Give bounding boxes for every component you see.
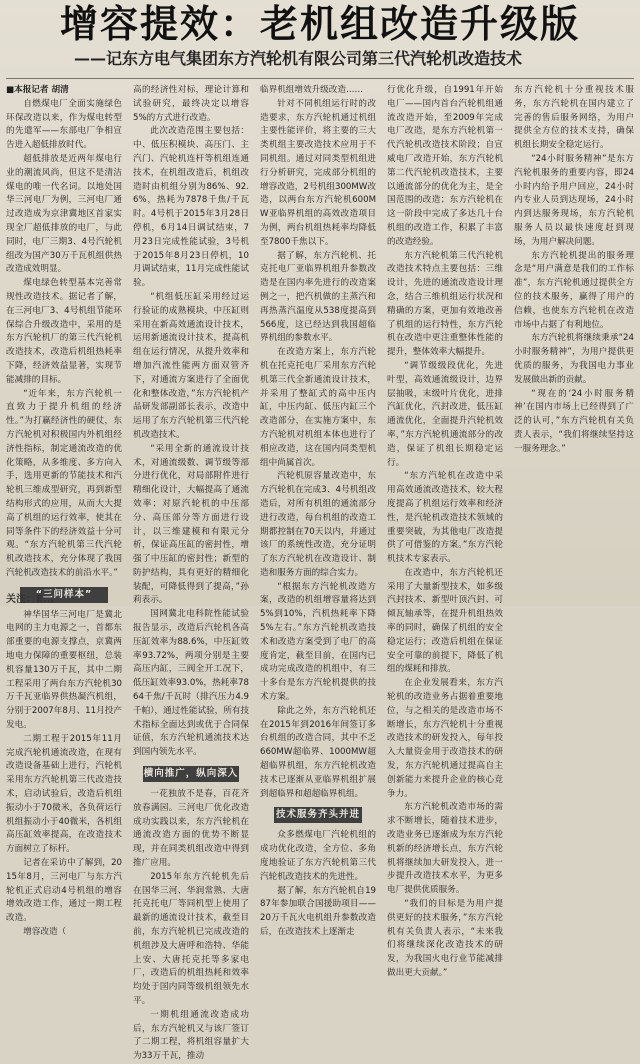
footer-snippet: 关注：E... [6, 594, 55, 605]
page-subheadline: ——记东方电气集团东方汽轮机有限公司第三代汽轮机改造技术 [74, 49, 523, 68]
paragraph: 2015年东方汽轮机先后在国华三河、华润常熟、大唐托克托电厂等同机型上使用了最新的通流设计技术，截至目前，东方汽轮机已完成改造的机组涉及大唐呼和浩特、华能上安、大唐托克托等多家电厂，改造后的机组热耗和效率均处于国内同等级机组领先水平。 [133, 871, 249, 1006]
paragraph: 据了解，东方汽轮机、托克托电厂亚临界机组升参数改造是在国内率先进行的改造案例之一，把汽机做的主蒸汽和再热蒸汽温度从538度提高到566度，这已经达到我国超临界机组的参数水平。 [260, 250, 376, 344]
paragraph: 神华国华三河电厂是冀北电网的主力电源之一，首都东部重要的电源支撑点，京冀两地电力保障的重要枢纽，总装机容量130万千瓦，其中二期工程采用了两台东方汽轮机30万千瓦亚临界供热凝汽机组，分别于2007年8月、11月投产发电。 [6, 609, 122, 731]
paragraph: 众多燃煤电厂汽轮机组的成功优化改造，全方位、多角度地验证了东方汽轮机第三代汽轮机改造技术的先进性。 [260, 830, 376, 882]
paragraph: 一花独放不是春，百花齐放春满园。三河电厂优化改造成功实践以来，东方汽轮机在通流改造方面的优势不断显现，并在同类机组改造中得到推广应用。 [133, 789, 249, 869]
paragraph: 增容改造（ [23, 927, 67, 938]
paragraph: 国网冀北电科院性能试验报告显示，改造后汽轮机各高压缸效率为88.6%，中压缸效率93.72%，两项分别是主要高压内缸，三阀全开工况下，低压缸效率93.0%，热耗率7864千焦/千瓦时（排汽压力4.9千帕），通过性能试验，所有技术指标全面达到或优于合同保证值，东方汽轮机通流技术达到国内领先水平。 [133, 609, 250, 758]
paragraph: “采用全新的通流设计技术，对通流级数、调节级等部分进行优化，对局部附件进行精细化设计，大幅提高了通流效率；对原汽轮机的中压部分、高压部分等方面进行设计，以三维建模和有限元分析，保证高压缸的密封性，增强了中压缸的密封性；新型的防护结构，具有更好的精细化装配，可降低得到了提高，”孙莉表示。 [133, 443, 249, 606]
paragraph: 二期工程于2015年11月完成汽轮机通流改造，在现有改造设备基础上进行，汽轮机采用东方汽轮机第三代改造技术，启动试验后，改造后机组振动小于70微米，各负荷运行机组振动小于40微米，各机组高压缸效率提高，在改造技术方面树立了标杆。 [6, 733, 122, 855]
paragraph: “调节级级段优化，先进叶型，高效通流级设计，边界层抽吸，末级叶片优化，进排汽缸优化，汽封改进，低压缸通流优化，全面提升汽轮机效率，”东方汽轮机通流部分的改造，保证了机组长期稳定运行。 [387, 360, 503, 468]
paragraph: 汽轮机原容量改造中，东方汽轮机在完成3、4号机组改造后，对所有机组的通流部分进行改造，每台机组的改造工期都控制在70天以内，并通过该厂的系统性改造，充分证明了东方汽轮机在改造设计、制造和服务方面的综合实力。 [260, 471, 376, 578]
paragraph: 超低排放是近两年煤电行业的潮流风尚，但这不是清洁煤电的唯一代名词。以地处国华三河电厂为例，三河电厂通过改造成为京津冀地区首家实现全厂超低排放的电厂，与此同时，电厂三期3、4号汽轮机组改为国产30万千瓦机组供热改造成效明显。 [6, 153, 122, 275]
article-column-3 [260, 84, 376, 938]
article-column-5 [514, 84, 634, 604]
paragraph: 在改造方案上，东方汽轮机在托克托电厂采用东方汽轮机第三代全新通流设计技术，并采用了整缸式的高中压内缸，中压内缸、低压内缸三个改造部分，在实施方案中，东方汽轮机对机组本体也进行了相应改造，这在国内同类型机组中尚属首次。 [260, 347, 376, 468]
paragraph: 东方汽轮机将继续秉承“24小时服务精神”，为用户提供更优质的服务，为我国电力事业发展做出新的贡献。 [514, 333, 634, 385]
paragraph: “机组低压缸采用经过运行验证的成熟模块，中压缸则采用在新高效通流设计技术，运用新通流设计技术，提高机组在运行情况，从提升效率和增加汽流性能两方面双管齐下，对通流方案进行了全面优化和整体改造，”东方汽轮机产品研发部副部长表示，改造中运用了东方汽轮机第三代汽轮机改造技术。 [133, 291, 249, 440]
article-column-1 [6, 84, 122, 938]
paragraph: 此次改造范围主要包括：中、低压积模块、高压门、主汽门、汽轮机连杆等机组连通技术，在机组改造后，机组改造时由机组分别为86%、92.6%，热耗为7878千焦/千瓦时。4号机于2015年3月28日停机，6月14日调试结束，7月23日完成性能试验，3号机于2015年8月23日停机，10月调试结束，11月完成性能试验。 [133, 126, 249, 289]
paragraph: 行优化升级，自1991年开始电厂——国内首台汽轮机组通流改造开始，至2009年完成电厂改造，是东方汽轮机第一代汽轮机改造技术阶段；自宣威电厂改造开始，东方汽轮机第二代汽轮机改造技术，主要以通流部分的优化为主，是全国范围的改造；东方汽轮机在这一阶段中完成了多达几十台机组的改造工作，积累了丰富的改造经验。 [387, 85, 503, 247]
paragraph: 据了解，东方汽轮机自1987年参加联合国援助项目——20万千瓦火电机组升参数改造后，在改造技术上逐渐走 [260, 885, 376, 938]
paragraph: 在改造中，东方汽轮机还采用了大量新型技术，如多级汽封技术、新型叶顶汽封、可倾瓦轴承等，在提升机组热效率的同时，确保了机组的安全稳定运行；改造后机组在保证安全可靠的前提下，降低了机组的煤耗和排放。 [387, 567, 503, 675]
article-column-2 [133, 84, 250, 1062]
paragraph: 除此之外，东方汽轮机还在2015年到2016年间签订多台机组的改造合同，其中不乏660MW超临界、1000MW超超临界机组，东方汽轮机改造技术已逐渐从亚临界机组扩展到超临界和超超临界机组。 [260, 705, 376, 799]
paragraph: “现在的‘24小时服务精神’在国内市场上已经得到了广泛的认可，”东方汽轮机有关负责人表示，“我们将继续坚持这一服务理念。” [514, 388, 634, 454]
article-column-4 [387, 84, 503, 978]
paragraph: “24小时服务精神”是东方汽轮机服务的重要内容，即24小时内给予用户回应，24小时内专业人员到达现场，24小时内到达服务现场，东方汽轮机服务人员以最快速度赶到现场，为用户解决问题。 [514, 153, 634, 247]
paragraph: “东方汽轮机在改造中采用高效通流改造技术，较大程度提高了机组运行效率和经济性，是汽轮机改造技术领域的重要突破，为其他电厂改造提供了可借鉴的方案。”东方汽轮机技术专家表示。 [387, 471, 503, 565]
section-heading: 技术服务齐头并进 [274, 807, 362, 823]
page-headline: 增容提效：老机组改造升级版 [59, 2, 580, 46]
section-heading: 横向推广，纵向深入 [143, 766, 239, 782]
paragraph: “根据东方汽轮机改造方案，改造的机组增容量将达到5%到10%，汽机热耗率下降5%左右。”东方汽轮机改造技术和改造方案受到了电厂的高度肯定，截至目前，在国内已成功完成改造的机组中，有三十多台是东方汽轮机提供的技术方案。 [260, 581, 376, 703]
byline: ■本报记者 胡清 [6, 85, 69, 95]
section-heading: “三问样本” [20, 587, 108, 603]
paragraph: 在企业发展看来，东方汽轮机的改造业务占据着重要地位，与之相关的是改造市场不断增长，东方汽轮机十分重视改造技术的研发投入，每年投入大量资金用于改造技术的研发，东方汽轮机通过提高自主创新能力来提升企业的核心竞争力。 [387, 678, 503, 799]
paragraph: 东方汽轮机十分重视技术服务，东方汽轮机在国内建立了完善的售后服务网络，为用户提供全方位的技术支持，确保机组长期安全稳定运行。 [514, 85, 634, 151]
paragraph: 一期机组通流改造成功后，东方汽轮机又与该厂签订了二期工程，将机组容量扩大为33万千瓦，推动 [133, 1009, 249, 1062]
paragraph: 东方汽轮机第三代汽轮机改造技术特点主要包括：三维设计，先进的通流改造设计理念，结合三维机组运行状况和精确的方案，更加有效地改善了机组的运行特性，东方汽轮机在改造中更注重整体性能的提升，整体效率大幅提升。 [387, 250, 503, 358]
paragraph: 自燃煤电厂全面实施绿色环保改造以来，作为煤电转型的先遣军——东部电厂争相宣告进入超低排放时代。 [6, 98, 122, 151]
paragraph: 针对不同机组运行时的改造要求，东方汽轮机通过机组主要性能评价，将主要的三大类机组主要改造技术应用于不同机组。通过对同类型机组进行分析研究，完成部分机组的增容改造，2号机组300MW改造，以两台东方汽轮机600MW亚临界机组的高效改造项目为例，两台机组热耗率均降低至7800千焦以下。 [260, 98, 376, 247]
paragraph: 东方汽轮机提出的服务理念是“用户满意是我们的工作标准”，东方汽轮机通过提供全方位的技术服务，赢得了用户的信赖，也使东方汽轮机在改造市场中占据了有利地位。 [514, 250, 634, 330]
paragraph: 高的经济性对标，理论计算和试验研究，最终决定以增容5%的方式进行改造。 [133, 85, 249, 123]
paragraph: 煤电绿色转型基本完善常规性改造技术。据记者了解，在三河电厂3、4号机组节能环保综合升级改造中，采用的是东方汽轮机厂的第三代汽轮机改造技术，改造后机组热耗率下降，经济效益显著，实现节能减排的目标。 [6, 278, 122, 385]
paragraph: “我们的目标是为用户提供更好的技术服务，”东方汽轮机有关负责人表示，“未来我们将继续深化改造技术的研发，为我国火电行业节能减排做出更大贡献。” [387, 899, 503, 978]
paragraph: 记者在采访中了解到，2015年8月，三河电厂与东方汽轮机正式启动4号机组的增容增效改造工作，通过一期工程改造。 [6, 858, 122, 924]
paragraph: 临界机组增效升级改造…… [260, 85, 364, 95]
paragraph: “近年来，东方汽轮机一直致力于提升机组的经济性。”为打赢经济性的硬仗，东方汽轮机对积极国内外机组经济性指标，制定通流改造的优化策略，从多维度、多方向入手，选用更新的节能技术和汽轮机三维成型研究，再到新型结构形式的应用，从而大大提高了机组的运行效率，使其在同等条件下的经济效益十分可观。“东方汽轮机第三代汽轮机改造技术，充分体现了我国汽轮机改造技术的前沿水平。” [6, 388, 122, 578]
paragraph: 东方汽轮机改造市场的需求不断增长，随着技术进步，改造业务已逐渐成为东方汽轮机新的经济增长点，东方汽轮机将继续加大研发投入，进一步提升改造技术水平，为更多电厂提供优质服务。 [387, 802, 503, 896]
header-divider [6, 78, 634, 79]
